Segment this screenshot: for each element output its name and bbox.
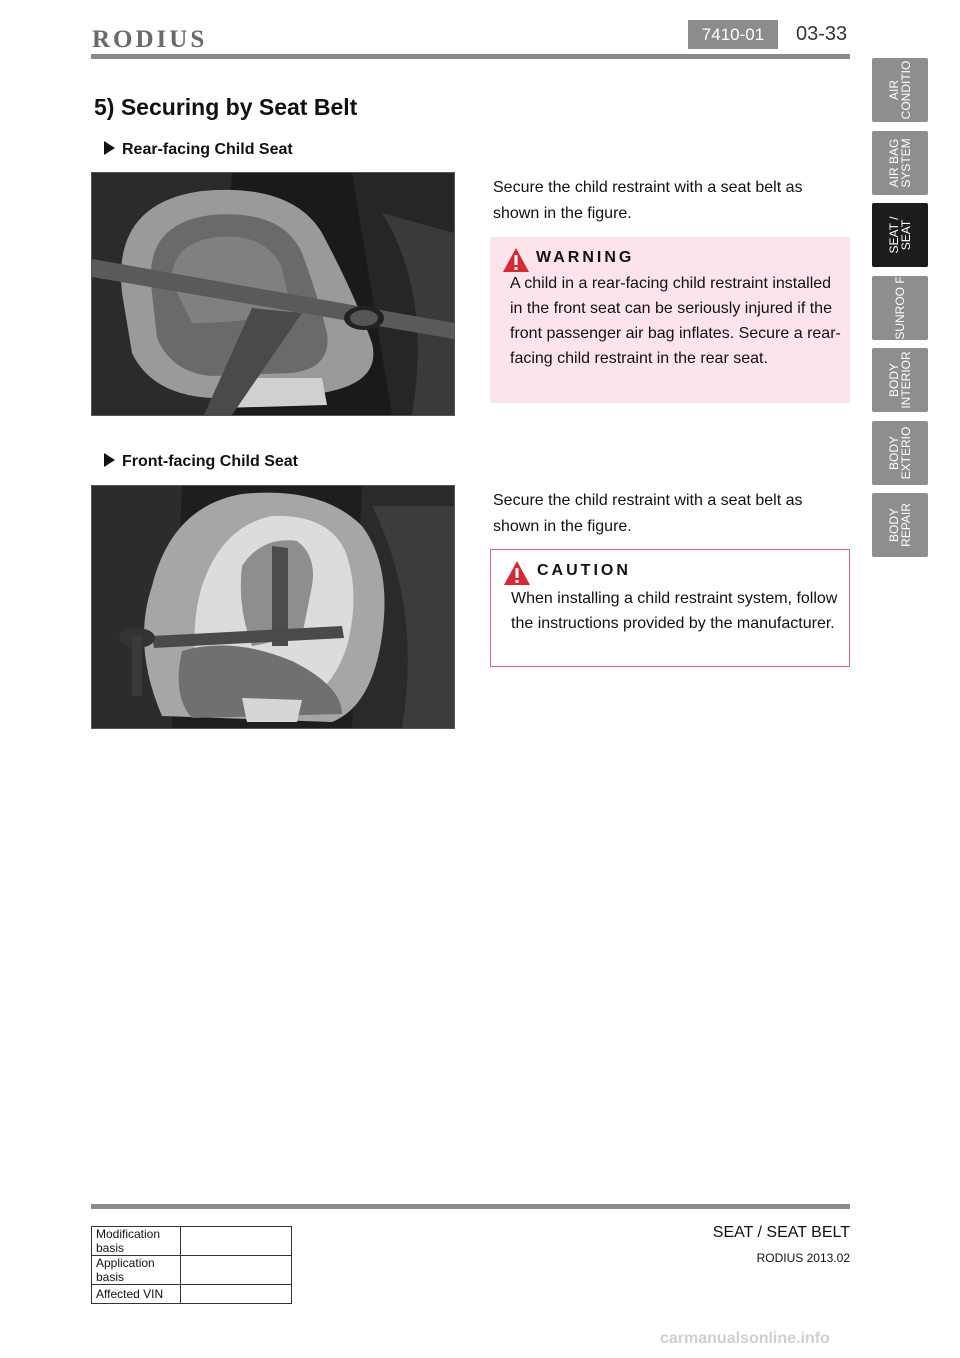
- footer-edition: RODIUS 2013.02: [756, 1251, 850, 1265]
- header-divider: [91, 54, 850, 59]
- tab-label: SUNROO F: [893, 276, 907, 340]
- tab-label: SEAT / SEAT: [887, 216, 913, 254]
- page-number: 03-33: [796, 23, 848, 45]
- section-code: 7410-01: [688, 20, 778, 49]
- footer-chapter-title: SEAT / SEAT BELT: [712, 1224, 850, 1241]
- front-facing-seat-illustration: [92, 486, 454, 728]
- triangle-bullet-icon: [104, 141, 115, 155]
- rear-subtitle: [104, 141, 293, 159]
- front-subtitle: [104, 453, 298, 471]
- table-row: [92, 1285, 292, 1304]
- rear-description: Secure the child restraint with a seat belt as shown in the figure.: [493, 179, 803, 222]
- tab-sunroof[interactable]: [872, 276, 928, 340]
- watermark: carmanualsonline.info: [660, 1330, 830, 1347]
- triangle-bullet-icon: [104, 453, 115, 467]
- table-label: Modification basis: [92, 1227, 181, 1256]
- tab-label: BODY EXTERIO: [887, 426, 913, 480]
- rear-facing-seat-illustration: [92, 173, 454, 415]
- front-facing-seat-photo: [91, 485, 455, 729]
- table-value: [181, 1256, 292, 1285]
- front-subtitle-text: Front-facing Child Seat: [122, 453, 298, 470]
- table-row: [92, 1227, 292, 1256]
- tab-body-repair[interactable]: [872, 493, 928, 557]
- table-row: [92, 1256, 292, 1285]
- table-value: [181, 1285, 292, 1304]
- table-label: Affected VIN: [92, 1285, 181, 1304]
- tab-label: BODY INTERIOR: [887, 351, 913, 409]
- tab-label: AIR CONDITIO: [887, 60, 913, 120]
- caution-triangle-icon: [503, 560, 531, 586]
- tab-air-bag-system[interactable]: [872, 131, 928, 195]
- brand-logo: RODIUS: [92, 26, 208, 53]
- caution-label: CAUTION: [537, 562, 631, 579]
- warning-triangle-icon: [502, 247, 530, 273]
- section-title: 5) Securing by Seat Belt: [94, 94, 358, 120]
- table-label: Application basis: [92, 1256, 181, 1285]
- tab-seat[interactable]: [872, 203, 928, 267]
- tab-air-conditioning[interactable]: [872, 58, 928, 122]
- table-value: [181, 1227, 292, 1256]
- warning-text: A child in a rear-facing child restraint installed in the front seat can be seriously injured if the front passenger air bag inflates. Secure a rear-facing child restraint in the rear seat.: [510, 275, 841, 367]
- warning-box: [490, 237, 850, 403]
- footer-divider: [91, 1204, 850, 1209]
- rear-facing-seat-photo: [91, 172, 455, 416]
- tab-body-interior[interactable]: [872, 348, 928, 412]
- caution-text: When installing a child restraint system, follow the instructions provided by the manufacturer.: [511, 590, 838, 632]
- warning-label: WARNING: [536, 249, 635, 266]
- tab-body-exterior[interactable]: [872, 421, 928, 485]
- caution-box: [490, 549, 850, 667]
- rear-subtitle-text: Rear-facing Child Seat: [122, 141, 293, 158]
- revision-info-table: [91, 1226, 292, 1304]
- tab-label: AIR BAG SYSTEM: [887, 138, 913, 188]
- front-description: Secure the child restraint with a seat belt as shown in the figure.: [493, 492, 803, 535]
- tab-label: BODY REPAIR: [887, 503, 913, 547]
